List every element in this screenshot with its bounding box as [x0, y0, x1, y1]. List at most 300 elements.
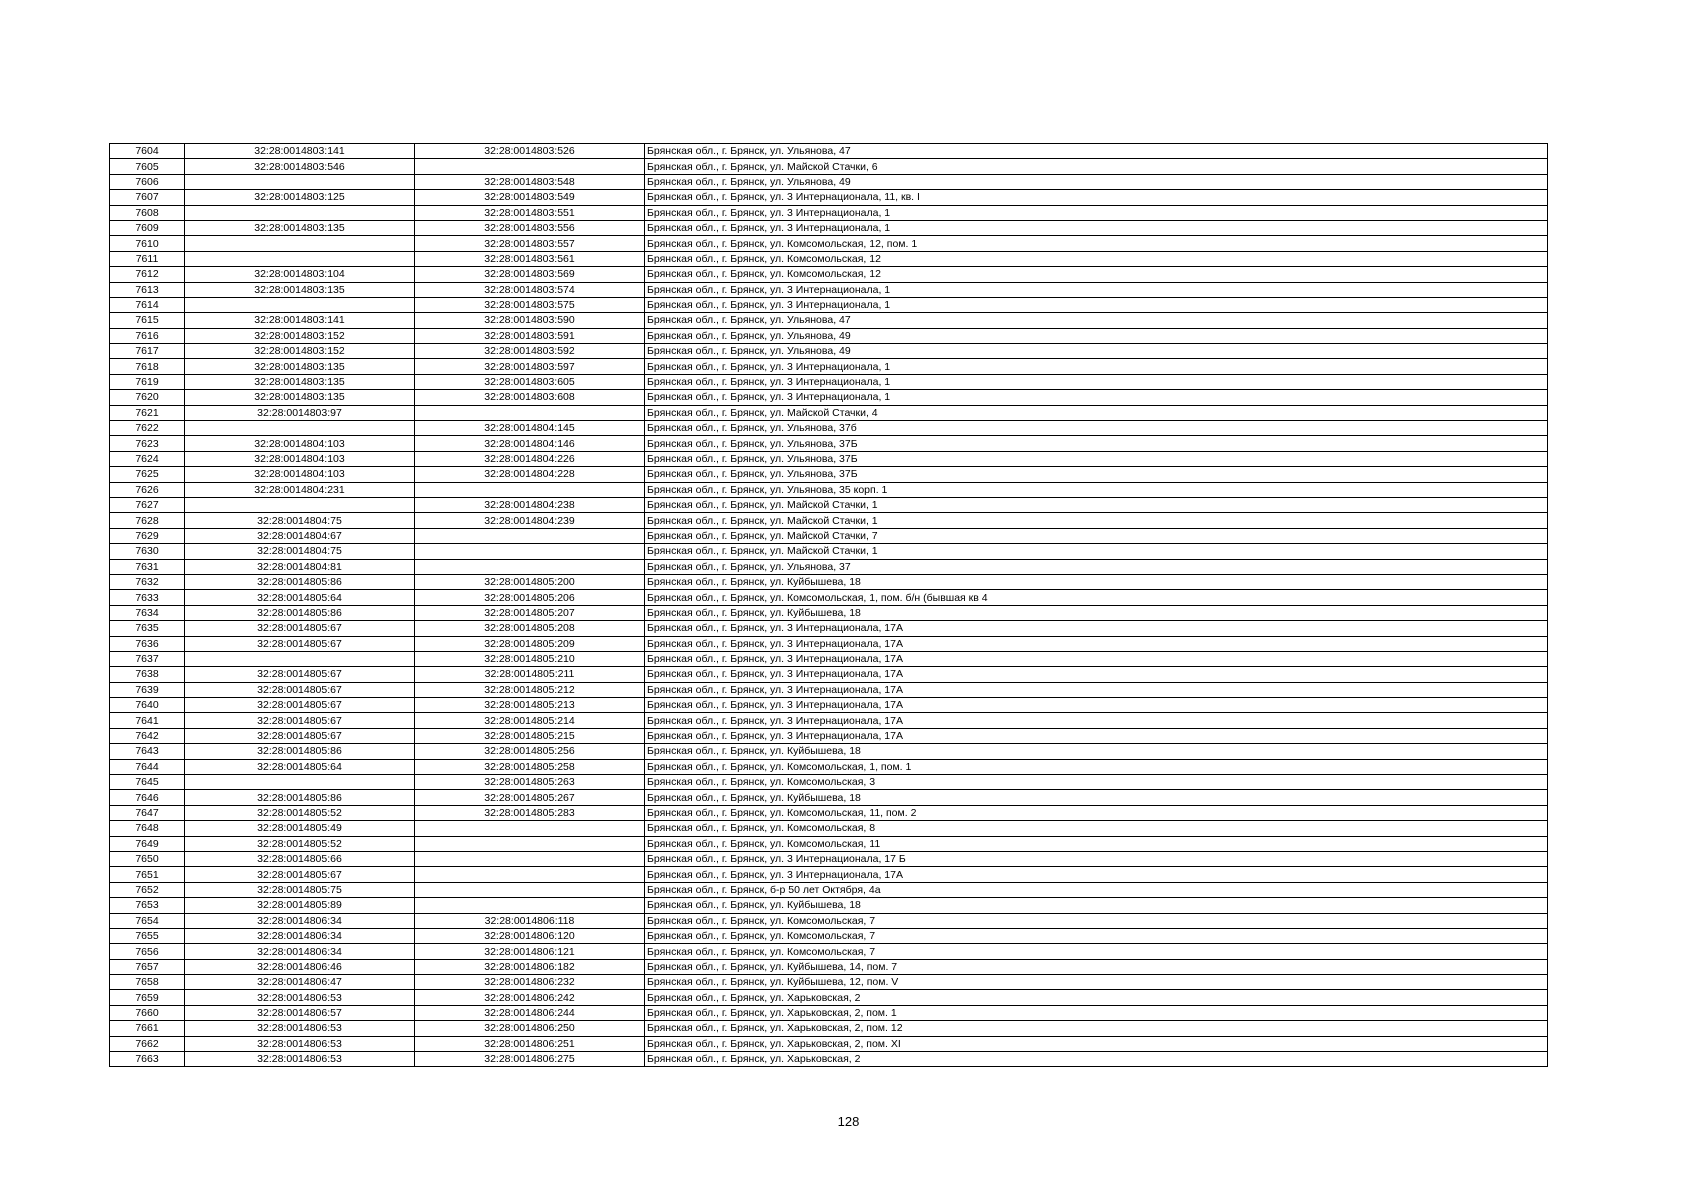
cadastral-number-parcel-cell: 32:28:0014803:152 [185, 344, 415, 359]
table-row [110, 805, 1548, 820]
table-row [110, 220, 1548, 235]
table-row [110, 405, 1548, 420]
row-number-cell: 7648 [110, 821, 185, 836]
cadastral-number-parcel-cell: 32:28:0014803:141 [185, 313, 415, 328]
address-cell: Брянская обл., г. Брянск, ул. Ульянова, 37б [645, 421, 1548, 436]
row-number-cell: 7616 [110, 328, 185, 343]
cadastral-number-object-cell: 32:28:0014803:605 [415, 374, 645, 389]
cadastral-number-parcel-cell: 32:28:0014805:67 [185, 728, 415, 743]
row-number-cell: 7633 [110, 590, 185, 605]
cadastral-number-object-cell: 32:28:0014804:228 [415, 467, 645, 482]
address-cell: Брянская обл., г. Брянск, ул. Комсомольская, 3 [645, 775, 1548, 790]
cadastral-number-parcel-cell: 32:28:0014803:104 [185, 267, 415, 282]
cadastral-number-object-cell [415, 559, 645, 574]
cadastral-number-object-cell: 32:28:0014805:212 [415, 682, 645, 697]
address-cell: Брянская обл., г. Брянск, ул. Комсомольская, 11 [645, 836, 1548, 851]
cadastral-number-parcel-cell: 32:28:0014805:64 [185, 590, 415, 605]
cadastral-number-parcel-cell: 32:28:0014804:81 [185, 559, 415, 574]
table-row [110, 944, 1548, 959]
table-row [110, 913, 1548, 928]
row-number-cell: 7647 [110, 805, 185, 820]
address-cell: Брянская обл., г. Брянск, ул. Куйбышева, 18 [645, 790, 1548, 805]
row-number-cell: 7608 [110, 205, 185, 220]
cadastral-number-object-cell: 32:28:0014806:244 [415, 1005, 645, 1020]
row-number-cell: 7645 [110, 775, 185, 790]
table-row [110, 867, 1548, 882]
row-number-cell: 7643 [110, 744, 185, 759]
address-cell: Брянская обл., г. Брянск, ул. 3 Интернационала, 1 [645, 282, 1548, 297]
row-number-cell: 7623 [110, 436, 185, 451]
address-cell: Брянская обл., г. Брянск, ул. 3 Интернационала, 11, кв. I [645, 190, 1548, 205]
table-row [110, 821, 1548, 836]
address-cell: Брянская обл., г. Брянск, ул. 3 Интернационала, 17А [645, 682, 1548, 697]
address-cell: Брянская обл., г. Брянск, ул. Комсомольская, 7 [645, 928, 1548, 943]
table-row [110, 990, 1548, 1005]
address-cell: Брянская обл., г. Брянск, ул. Майской Стачки, 1 [645, 513, 1548, 528]
cadastral-number-parcel-cell: 32:28:0014803:546 [185, 159, 415, 174]
row-number-cell: 7635 [110, 621, 185, 636]
cadastral-number-object-cell [415, 544, 645, 559]
cadastral-number-object-cell: 32:28:0014803:549 [415, 190, 645, 205]
row-number-cell: 7657 [110, 959, 185, 974]
table-row [110, 836, 1548, 851]
cadastral-number-parcel-cell: 32:28:0014803:135 [185, 220, 415, 235]
address-cell: Брянская обл., г. Брянск, ул. 3 Интернационала, 17А [645, 713, 1548, 728]
table-row [110, 559, 1548, 574]
cadastral-number-object-cell: 32:28:0014803:561 [415, 251, 645, 266]
cadastral-number-object-cell: 32:28:0014804:226 [415, 451, 645, 466]
cadastral-number-object-cell: 32:28:0014804:146 [415, 436, 645, 451]
cadastral-number-object-cell: 32:28:0014803:569 [415, 267, 645, 282]
address-cell: Брянская обл., г. Брянск, ул. 3 Интернационала, 1 [645, 374, 1548, 389]
cadastral-number-parcel-cell: 32:28:0014804:67 [185, 528, 415, 543]
address-cell: Брянская обл., г. Брянск, ул. 3 Интернационала, 17А [645, 651, 1548, 666]
address-cell: Брянская обл., г. Брянск, ул. Комсомольская, 12 [645, 251, 1548, 266]
cadastral-number-parcel-cell: 32:28:0014805:67 [185, 667, 415, 682]
cadastral-number-object-cell: 32:28:0014805:258 [415, 759, 645, 774]
address-cell: Брянская обл., г. Брянск, ул. Харьковская, 2 [645, 1052, 1548, 1067]
table-row [110, 790, 1548, 805]
cadastral-number-object-cell [415, 405, 645, 420]
cadastral-number-object-cell: 32:28:0014805:206 [415, 590, 645, 605]
cadastral-number-parcel-cell: 32:28:0014805:86 [185, 790, 415, 805]
row-number-cell: 7617 [110, 344, 185, 359]
row-number-cell: 7649 [110, 836, 185, 851]
table-row [110, 497, 1548, 512]
cadastral-number-object-cell: 32:28:0014803:574 [415, 282, 645, 297]
cadastral-number-object-cell: 32:28:0014806:121 [415, 944, 645, 959]
cadastral-number-parcel-cell [185, 775, 415, 790]
row-number-cell: 7641 [110, 713, 185, 728]
address-cell: Брянская обл., г. Брянск, ул. Куйбышева, 18 [645, 744, 1548, 759]
row-number-cell: 7637 [110, 651, 185, 666]
table-row [110, 359, 1548, 374]
address-cell: Брянская обл., г. Брянск, ул. Майской Стачки, 6 [645, 159, 1548, 174]
cadastral-number-parcel-cell [185, 236, 415, 251]
address-cell: Брянская обл., г. Брянск, ул. Ульянова, 49 [645, 328, 1548, 343]
cadastral-number-object-cell: 32:28:0014805:200 [415, 574, 645, 589]
row-number-cell: 7622 [110, 421, 185, 436]
row-number-cell: 7621 [110, 405, 185, 420]
cadastral-number-object-cell [415, 882, 645, 897]
table-row [110, 882, 1548, 897]
cadastral-number-parcel-cell: 32:28:0014804:103 [185, 451, 415, 466]
cadastral-number-object-cell [415, 851, 645, 866]
row-number-cell: 7610 [110, 236, 185, 251]
cadastral-number-parcel-cell: 32:28:0014806:34 [185, 944, 415, 959]
table-row [110, 605, 1548, 620]
row-number-cell: 7606 [110, 174, 185, 189]
registry-table [109, 143, 1548, 1067]
table-row [110, 174, 1548, 189]
table-row [110, 282, 1548, 297]
address-cell: Брянская обл., г. Брянск, ул. Комсомольская, 7 [645, 944, 1548, 959]
cadastral-number-parcel-cell: 32:28:0014805:86 [185, 744, 415, 759]
table-row [110, 297, 1548, 312]
table-row [110, 1036, 1548, 1051]
cadastral-number-object-cell: 32:28:0014803:557 [415, 236, 645, 251]
table-row [110, 667, 1548, 682]
cadastral-number-parcel-cell: 32:28:0014806:47 [185, 975, 415, 990]
row-number-cell: 7611 [110, 251, 185, 266]
cadastral-number-parcel-cell: 32:28:0014805:67 [185, 636, 415, 651]
cadastral-number-parcel-cell [185, 174, 415, 189]
address-cell: Брянская обл., г. Брянск, ул. Комсомольская, 11, пом. 2 [645, 805, 1548, 820]
address-cell: Брянская обл., г. Брянск, ул. 3 Интернационала, 17А [645, 728, 1548, 743]
table-row [110, 636, 1548, 651]
cadastral-number-object-cell: 32:28:0014806:182 [415, 959, 645, 974]
cadastral-number-object-cell [415, 898, 645, 913]
table-row [110, 621, 1548, 636]
row-number-cell: 7652 [110, 882, 185, 897]
row-number-cell: 7634 [110, 605, 185, 620]
address-cell: Брянская обл., г. Брянск, ул. Харьковская, 2 [645, 990, 1548, 1005]
cadastral-number-parcel-cell [185, 205, 415, 220]
row-number-cell: 7639 [110, 682, 185, 697]
address-cell: Брянская обл., г. Брянск, ул. Куйбышева, 18 [645, 574, 1548, 589]
cadastral-number-object-cell: 32:28:0014805:214 [415, 713, 645, 728]
cadastral-number-object-cell: 32:28:0014805:213 [415, 698, 645, 713]
address-cell: Брянская обл., г. Брянск, ул. 3 Интернационала, 17А [645, 621, 1548, 636]
table-row [110, 759, 1548, 774]
address-cell: Брянская обл., г. Брянск, ул. Ульянова, 47 [645, 144, 1548, 159]
address-cell: Брянская обл., г. Брянск, ул. Ульянова, 37Б [645, 451, 1548, 466]
cadastral-number-parcel-cell: 32:28:0014805:66 [185, 851, 415, 866]
cadastral-number-object-cell: 32:28:0014806:118 [415, 913, 645, 928]
row-number-cell: 7626 [110, 482, 185, 497]
cadastral-number-object-cell: 32:28:0014805:263 [415, 775, 645, 790]
cadastral-number-parcel-cell: 32:28:0014805:64 [185, 759, 415, 774]
cadastral-number-parcel-cell: 32:28:0014803:135 [185, 374, 415, 389]
cadastral-number-parcel-cell [185, 497, 415, 512]
address-cell: Брянская обл., г. Брянск, ул. Ульянова, 49 [645, 174, 1548, 189]
address-cell: Брянская обл., г. Брянск, ул. 3 Интернационала, 17А [645, 636, 1548, 651]
row-number-cell: 7659 [110, 990, 185, 1005]
cadastral-number-object-cell: 32:28:0014805:267 [415, 790, 645, 805]
cadastral-number-parcel-cell: 32:28:0014805:67 [185, 713, 415, 728]
table-row [110, 1005, 1548, 1020]
row-number-cell: 7646 [110, 790, 185, 805]
table-row [110, 313, 1548, 328]
table-row [110, 436, 1548, 451]
cadastral-number-parcel-cell: 32:28:0014803:141 [185, 144, 415, 159]
address-cell: Брянская обл., г. Брянск, ул. 3 Интернационала, 17А [645, 667, 1548, 682]
table-row [110, 928, 1548, 943]
address-cell: Брянская обл., г. Брянск, ул. Майской Стачки, 1 [645, 497, 1548, 512]
table-row [110, 744, 1548, 759]
row-number-cell: 7628 [110, 513, 185, 528]
address-cell: Брянская обл., г. Брянск, ул. Майской Стачки, 4 [645, 405, 1548, 420]
table-row [110, 1021, 1548, 1036]
cadastral-number-parcel-cell: 32:28:0014804:231 [185, 482, 415, 497]
cadastral-number-parcel-cell: 32:28:0014804:103 [185, 467, 415, 482]
cadastral-number-object-cell: 32:28:0014804:238 [415, 497, 645, 512]
address-cell: Брянская обл., г. Брянск, ул. Ульянова, 37Б [645, 436, 1548, 451]
table-row [110, 251, 1548, 266]
address-cell: Брянская обл., г. Брянск, ул. Ульянова, 35 корп. 1 [645, 482, 1548, 497]
table-row [110, 713, 1548, 728]
cadastral-number-object-cell: 32:28:0014806:242 [415, 990, 645, 1005]
address-cell: Брянская обл., г. Брянск, ул. 3 Интернационала, 1 [645, 220, 1548, 235]
address-cell: Брянская обл., г. Брянск, ул. Ульянова, 37 [645, 559, 1548, 574]
address-cell: Брянская обл., г. Брянск, ул. Комсомольская, 1, пом. б/н (бывшая кв 4 [645, 590, 1548, 605]
cadastral-number-object-cell: 32:28:0014805:208 [415, 621, 645, 636]
cadastral-number-object-cell [415, 836, 645, 851]
row-number-cell: 7618 [110, 359, 185, 374]
cadastral-number-parcel-cell: 32:28:0014806:34 [185, 913, 415, 928]
row-number-cell: 7614 [110, 297, 185, 312]
row-number-cell: 7663 [110, 1052, 185, 1067]
row-number-cell: 7650 [110, 851, 185, 866]
row-number-cell: 7620 [110, 390, 185, 405]
cadastral-number-object-cell: 32:28:0014805:211 [415, 667, 645, 682]
row-number-cell: 7660 [110, 1005, 185, 1020]
address-cell: Брянская обл., г. Брянск, ул. 3 Интернационала, 1 [645, 297, 1548, 312]
row-number-cell: 7662 [110, 1036, 185, 1051]
cadastral-number-object-cell: 32:28:0014805:283 [415, 805, 645, 820]
address-cell: Брянская обл., г. Брянск, ул. Харьковская, 2, пом. 12 [645, 1021, 1548, 1036]
cadastral-number-object-cell: 32:28:0014803:575 [415, 297, 645, 312]
address-cell: Брянская обл., г. Брянск, ул. 3 Интернационала, 1 [645, 205, 1548, 220]
cadastral-number-parcel-cell: 32:28:0014804:75 [185, 513, 415, 528]
address-cell: Брянская обл., г. Брянск, ул. Комсомольская, 8 [645, 821, 1548, 836]
table-row [110, 467, 1548, 482]
table-row [110, 328, 1548, 343]
cadastral-number-parcel-cell: 32:28:0014806:53 [185, 1021, 415, 1036]
cadastral-number-parcel-cell [185, 251, 415, 266]
row-number-cell: 7605 [110, 159, 185, 174]
table-row [110, 728, 1548, 743]
cadastral-number-parcel-cell: 32:28:0014806:34 [185, 928, 415, 943]
registry-table-body [110, 144, 1548, 1067]
cadastral-number-object-cell: 32:28:0014806:120 [415, 928, 645, 943]
row-number-cell: 7624 [110, 451, 185, 466]
cadastral-number-parcel-cell: 32:28:0014805:52 [185, 836, 415, 851]
row-number-cell: 7661 [110, 1021, 185, 1036]
table-row [110, 959, 1548, 974]
cadastral-number-object-cell [415, 159, 645, 174]
cadastral-number-parcel-cell: 32:28:0014803:125 [185, 190, 415, 205]
row-number-cell: 7653 [110, 898, 185, 913]
cadastral-number-parcel-cell: 32:28:0014805:86 [185, 574, 415, 589]
address-cell: Брянская обл., г. Брянск, ул. 3 Интернационала, 1 [645, 359, 1548, 374]
table-row [110, 451, 1548, 466]
cadastral-number-parcel-cell: 32:28:0014806:53 [185, 1036, 415, 1051]
cadastral-number-object-cell: 32:28:0014803:551 [415, 205, 645, 220]
cadastral-number-object-cell: 32:28:0014803:556 [415, 220, 645, 235]
cadastral-number-parcel-cell: 32:28:0014803:135 [185, 359, 415, 374]
table-row [110, 190, 1548, 205]
row-number-cell: 7627 [110, 497, 185, 512]
address-cell: Брянская обл., г. Брянск, ул. Куйбышева, 18 [645, 898, 1548, 913]
cadastral-number-parcel-cell: 32:28:0014803:152 [185, 328, 415, 343]
cadastral-number-parcel-cell: 32:28:0014806:53 [185, 990, 415, 1005]
address-cell: Брянская обл., г. Брянск, ул. 3 Интернационала, 17А [645, 867, 1548, 882]
cadastral-number-object-cell [415, 821, 645, 836]
address-cell: Брянская обл., г. Брянск, ул. Комсомольская, 12, пом. 1 [645, 236, 1548, 251]
row-number-cell: 7625 [110, 467, 185, 482]
cadastral-number-parcel-cell: 32:28:0014803:135 [185, 390, 415, 405]
address-cell: Брянская обл., г. Брянск, ул. 3 Интернационала, 17А [645, 698, 1548, 713]
cadastral-number-parcel-cell: 32:28:0014804:103 [185, 436, 415, 451]
cadastral-number-parcel-cell [185, 297, 415, 312]
table-row [110, 144, 1548, 159]
address-cell: Брянская обл., г. Брянск, ул. 3 Интернационала, 17 Б [645, 851, 1548, 866]
cadastral-number-parcel-cell: 32:28:0014805:67 [185, 682, 415, 697]
address-cell: Брянская обл., г. Брянск, ул. Майской Стачки, 1 [645, 544, 1548, 559]
row-number-cell: 7632 [110, 574, 185, 589]
row-number-cell: 7619 [110, 374, 185, 389]
cadastral-number-parcel-cell: 32:28:0014806:53 [185, 1052, 415, 1067]
cadastral-number-object-cell: 32:28:0014803:591 [415, 328, 645, 343]
page-number: 128 [837, 1114, 860, 1129]
cadastral-number-parcel-cell: 32:28:0014806:46 [185, 959, 415, 974]
row-number-cell: 7629 [110, 528, 185, 543]
row-number-cell: 7658 [110, 975, 185, 990]
cadastral-number-parcel-cell: 32:28:0014805:67 [185, 698, 415, 713]
table-row [110, 898, 1548, 913]
table-row [110, 205, 1548, 220]
row-number-cell: 7612 [110, 267, 185, 282]
table-row [110, 159, 1548, 174]
cadastral-number-object-cell: 32:28:0014805:210 [415, 651, 645, 666]
address-cell: Брянская обл., г. Брянск, ул. Харьковская, 2, пом. 1 [645, 1005, 1548, 1020]
cadastral-number-object-cell: 32:28:0014803:608 [415, 390, 645, 405]
cadastral-number-parcel-cell: 32:28:0014805:67 [185, 621, 415, 636]
table-row [110, 574, 1548, 589]
cadastral-number-object-cell: 32:28:0014803:590 [415, 313, 645, 328]
table-row [110, 975, 1548, 990]
row-number-cell: 7613 [110, 282, 185, 297]
row-number-cell: 7607 [110, 190, 185, 205]
cadastral-number-object-cell: 32:28:0014804:239 [415, 513, 645, 528]
cadastral-number-parcel-cell: 32:28:0014803:97 [185, 405, 415, 420]
row-number-cell: 7654 [110, 913, 185, 928]
cadastral-number-object-cell: 32:28:0014804:145 [415, 421, 645, 436]
row-number-cell: 7609 [110, 220, 185, 235]
table-row [110, 236, 1548, 251]
address-cell: Брянская обл., г. Брянск, ул. Куйбышева, 12, пом. V [645, 975, 1548, 990]
row-number-cell: 7644 [110, 759, 185, 774]
address-cell: Брянская обл., г. Брянск, ул. Майской Стачки, 7 [645, 528, 1548, 543]
cadastral-number-object-cell [415, 867, 645, 882]
table-row [110, 421, 1548, 436]
table-row [110, 374, 1548, 389]
cadastral-number-object-cell [415, 482, 645, 497]
row-number-cell: 7640 [110, 698, 185, 713]
cadastral-number-object-cell: 32:28:0014805:209 [415, 636, 645, 651]
cadastral-number-object-cell [415, 528, 645, 543]
table-row [110, 775, 1548, 790]
cadastral-number-parcel-cell: 32:28:0014805:52 [185, 805, 415, 820]
cadastral-number-object-cell: 32:28:0014806:251 [415, 1036, 645, 1051]
table-row [110, 698, 1548, 713]
table-row [110, 344, 1548, 359]
cadastral-number-parcel-cell: 32:28:0014803:135 [185, 282, 415, 297]
address-cell: Брянская обл., г. Брянск, ул. Ульянова, 49 [645, 344, 1548, 359]
cadastral-number-parcel-cell [185, 421, 415, 436]
table-row [110, 851, 1548, 866]
address-cell: Брянская обл., г. Брянск, ул. Харьковская, 2, пом. XI [645, 1036, 1548, 1051]
address-cell: Брянская обл., г. Брянск, ул. Ульянова, 37Б [645, 467, 1548, 482]
table-row [110, 390, 1548, 405]
cadastral-number-object-cell: 32:28:0014803:597 [415, 359, 645, 374]
table-row [110, 267, 1548, 282]
cadastral-number-object-cell: 32:28:0014803:526 [415, 144, 645, 159]
cadastral-number-object-cell: 32:28:0014806:275 [415, 1052, 645, 1067]
address-cell: Брянская обл., г. Брянск, б-р 50 лет Октября, 4а [645, 882, 1548, 897]
table-row [110, 513, 1548, 528]
cadastral-number-parcel-cell: 32:28:0014805:89 [185, 898, 415, 913]
row-number-cell: 7651 [110, 867, 185, 882]
address-cell: Брянская обл., г. Брянск, ул. Комсомольская, 12 [645, 267, 1548, 282]
row-number-cell: 7615 [110, 313, 185, 328]
address-cell: Брянская обл., г. Брянск, ул. Комсомольская, 7 [645, 913, 1548, 928]
table-row [110, 528, 1548, 543]
table-row [110, 682, 1548, 697]
address-cell: Брянская обл., г. Брянск, ул. Куйбышева, 18 [645, 605, 1548, 620]
row-number-cell: 7656 [110, 944, 185, 959]
table-row [110, 651, 1548, 666]
cadastral-number-object-cell: 32:28:0014805:256 [415, 744, 645, 759]
cadastral-number-object-cell: 32:28:0014806:232 [415, 975, 645, 990]
cadastral-number-object-cell: 32:28:0014805:215 [415, 728, 645, 743]
address-cell: Брянская обл., г. Брянск, ул. Куйбышева, 14, пом. 7 [645, 959, 1548, 974]
row-number-cell: 7631 [110, 559, 185, 574]
cadastral-number-object-cell: 32:28:0014803:548 [415, 174, 645, 189]
row-number-cell: 7636 [110, 636, 185, 651]
cadastral-number-parcel-cell [185, 651, 415, 666]
cadastral-number-parcel-cell: 32:28:0014805:67 [185, 867, 415, 882]
cadastral-number-parcel-cell: 32:28:0014806:57 [185, 1005, 415, 1020]
row-number-cell: 7630 [110, 544, 185, 559]
address-cell: Брянская обл., г. Брянск, ул. 3 Интернационала, 1 [645, 390, 1548, 405]
table-row [110, 1052, 1548, 1067]
cadastral-number-object-cell: 32:28:0014805:207 [415, 605, 645, 620]
table-row [110, 482, 1548, 497]
row-number-cell: 7655 [110, 928, 185, 943]
address-cell: Брянская обл., г. Брянск, ул. Ульянова, 47 [645, 313, 1548, 328]
table-row [110, 590, 1548, 605]
cadastral-number-parcel-cell: 32:28:0014805:75 [185, 882, 415, 897]
cadastral-number-parcel-cell: 32:28:0014805:86 [185, 605, 415, 620]
row-number-cell: 7604 [110, 144, 185, 159]
cadastral-number-parcel-cell: 32:28:0014804:75 [185, 544, 415, 559]
row-number-cell: 7638 [110, 667, 185, 682]
cadastral-number-parcel-cell: 32:28:0014805:49 [185, 821, 415, 836]
cadastral-number-object-cell: 32:28:0014803:592 [415, 344, 645, 359]
cadastral-number-object-cell: 32:28:0014806:250 [415, 1021, 645, 1036]
